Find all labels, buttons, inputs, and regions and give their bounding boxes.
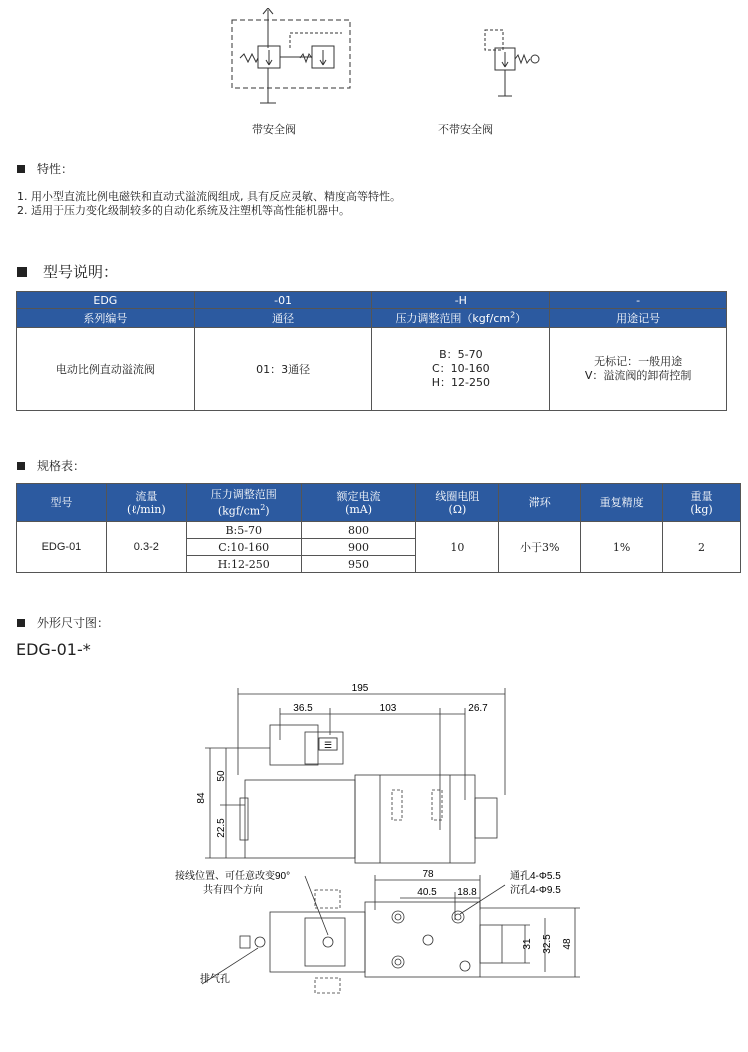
spec-resistance: 10 <box>416 522 499 573</box>
model-value-usage: 无标记：一般用途 V：溢流阀的卸荷控制 <box>550 328 727 411</box>
hydraulic-symbols <box>220 8 550 123</box>
dim-31: 31 <box>522 938 533 950</box>
specs-heading <box>17 457 85 474</box>
vent-label: 排气孔 <box>200 974 230 985</box>
spec-weight: 2 <box>663 522 741 573</box>
features-heading <box>17 160 73 177</box>
dim-103: 103 <box>379 703 397 714</box>
counter-bore-note: 沉孔4-Φ9.5 <box>510 885 561 896</box>
dim-32-5: 32.5 <box>542 934 553 954</box>
spec-pressure: C:10-160 <box>186 539 301 556</box>
specs-table <box>16 483 741 573</box>
dim-18-8: 18.8 <box>457 887 477 898</box>
dim-22-5: 22.5 <box>216 818 227 838</box>
features-title: 特性： <box>37 162 74 176</box>
dim-78: 78 <box>422 869 434 880</box>
square-bullet-icon <box>17 267 27 277</box>
spec-model: EDG-01 <box>17 522 107 573</box>
spec-ring: 小于3% <box>499 522 581 573</box>
spec-repeat: 1% <box>581 522 663 573</box>
spec-pressure: H:12-250 <box>186 556 301 573</box>
dim-26-7: 26.7 <box>468 703 488 714</box>
dim-195: 195 <box>351 683 369 694</box>
specs-title: 规格表： <box>37 459 86 473</box>
symbol-without-safety-diagram <box>470 28 550 113</box>
model-heading <box>17 261 118 282</box>
square-bullet-icon <box>17 619 25 627</box>
model-title: 型号说明： <box>43 263 119 281</box>
wiring-note-2: 共有四个方向 <box>203 885 263 896</box>
dim-84: 84 <box>196 792 207 804</box>
model-value-series: 电动比例直动溢流阀 <box>17 328 195 411</box>
model-value-port: 01：3通径 <box>194 328 372 411</box>
features-list <box>17 190 401 218</box>
dimensions-heading <box>17 614 109 631</box>
spec-header-model: 型号 <box>17 484 107 522</box>
symbol-without-safety-caption: 不带安全阀 <box>438 123 493 136</box>
dim-50: 50 <box>216 770 227 782</box>
model-label-series: 系列编号 <box>17 309 195 328</box>
dim-36-5: 36.5 <box>293 703 313 714</box>
model-code-port: -01 <box>194 292 372 309</box>
spec-current: 900 <box>301 539 416 556</box>
model-code-usage: - <box>550 292 727 309</box>
dimensions-title: 外形尺寸图： <box>37 616 110 630</box>
spec-header-flow: 流量 (ℓ/min) <box>106 484 186 522</box>
spec-header-resistance: 线圈电阻 (Ω) <box>416 484 499 522</box>
square-bullet-icon <box>17 462 25 470</box>
spec-current: 800 <box>301 522 416 539</box>
model-code-pressure: -H <box>372 292 550 309</box>
model-label-pressure: 压力调整范围$(kgf/cm^2)$ <box>372 309 550 328</box>
nameplate-glyph: ☰ <box>323 740 333 750</box>
wiring-note-1: 接线位置、可任意改变90° <box>175 871 291 882</box>
model-value-pressure: B：5-70 C：10-160 H：12-250 <box>372 328 550 411</box>
dim-48: 48 <box>562 938 573 950</box>
spec-header-weight: 重量 (kg) <box>663 484 741 522</box>
through-hole-note: 通孔4-Φ5.5 <box>510 871 561 882</box>
spec-current: 950 <box>301 556 416 573</box>
spec-pressure: B:5-70 <box>186 522 301 539</box>
spec-header-repeat: 重复精度 <box>581 484 663 522</box>
dim-40-5: 40.5 <box>417 887 437 898</box>
feature-item: 1. 用小型直流比例电磁铁和直动式溢流阀组成, 具有反应灵敏、精度高等特性。 <box>17 190 401 203</box>
spec-flow: 0.3-2 <box>106 522 186 573</box>
spec-header-current: 额定电流 (mA) <box>301 484 416 522</box>
model-label-usage: 用途记号 <box>550 309 727 328</box>
symbol-with-safety-caption: 带安全阀 <box>252 123 296 136</box>
model-table <box>16 291 727 411</box>
feature-item: 2. 适用于压力变化级制较多的自动化系统及注塑机等高性能机器中。 <box>17 204 350 217</box>
model-label-port: 通径 <box>194 309 372 328</box>
symbol-with-safety-diagram <box>230 8 360 113</box>
spec-header-pressure: 压力调整范围 $(kgf/cm^2)$ <box>186 484 301 522</box>
square-bullet-icon <box>17 165 25 173</box>
dimensions-model: EDG-01-* <box>16 640 91 659</box>
dimension-drawing <box>170 680 590 1040</box>
model-code-series: EDG <box>17 292 195 309</box>
spec-header-ring: 滞环 <box>499 484 581 522</box>
